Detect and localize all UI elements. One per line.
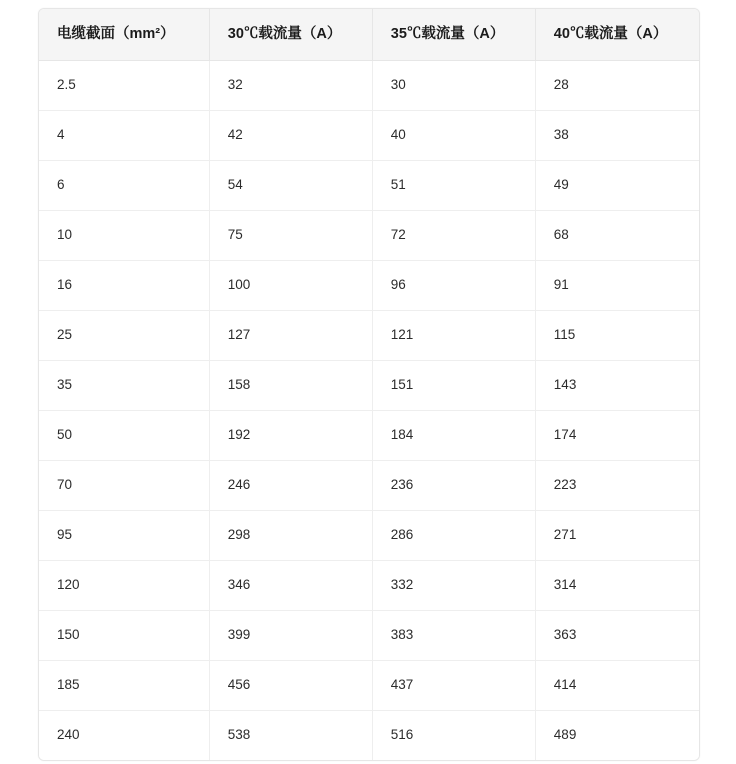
cell-cable-section: 50 xyxy=(39,410,209,460)
table-row xyxy=(39,310,699,360)
table-body xyxy=(39,60,699,760)
cell-ampacity-30c: 158 xyxy=(209,360,372,410)
table-row xyxy=(39,260,699,310)
cell-ampacity-30c: 42 xyxy=(209,110,372,160)
cell-ampacity-40c: 49 xyxy=(535,160,699,210)
cell-cable-section: 2.5 xyxy=(39,60,209,110)
cell-ampacity-40c: 223 xyxy=(535,460,699,510)
table-row xyxy=(39,710,699,760)
cell-ampacity-40c: 271 xyxy=(535,510,699,560)
cell-ampacity-40c: 489 xyxy=(535,710,699,760)
cell-ampacity-30c: 75 xyxy=(209,210,372,260)
cell-ampacity-35c: 332 xyxy=(372,560,535,610)
cell-ampacity-35c: 437 xyxy=(372,660,535,710)
cell-ampacity-40c: 174 xyxy=(535,410,699,460)
cell-ampacity-30c: 399 xyxy=(209,610,372,660)
cell-ampacity-35c: 516 xyxy=(372,710,535,760)
table-row xyxy=(39,60,699,110)
column-header-ampacity-30c: 30℃载流量（A） xyxy=(209,9,372,60)
cell-ampacity-30c: 100 xyxy=(209,260,372,310)
cell-cable-section: 16 xyxy=(39,260,209,310)
cell-ampacity-35c: 236 xyxy=(372,460,535,510)
cell-ampacity-40c: 414 xyxy=(535,660,699,710)
cell-ampacity-30c: 298 xyxy=(209,510,372,560)
cell-ampacity-35c: 184 xyxy=(372,410,535,460)
cell-cable-section: 10 xyxy=(39,210,209,260)
table-row xyxy=(39,560,699,610)
cell-ampacity-40c: 363 xyxy=(535,610,699,660)
cell-ampacity-30c: 192 xyxy=(209,410,372,460)
cell-ampacity-35c: 72 xyxy=(372,210,535,260)
cell-cable-section: 95 xyxy=(39,510,209,560)
table-row xyxy=(39,160,699,210)
cell-ampacity-35c: 121 xyxy=(372,310,535,360)
cell-ampacity-35c: 51 xyxy=(372,160,535,210)
cell-cable-section: 185 xyxy=(39,660,209,710)
table-row xyxy=(39,110,699,160)
cell-ampacity-40c: 28 xyxy=(535,60,699,110)
cell-cable-section: 150 xyxy=(39,610,209,660)
cell-cable-section: 35 xyxy=(39,360,209,410)
cell-ampacity-30c: 54 xyxy=(209,160,372,210)
cell-ampacity-30c: 32 xyxy=(209,60,372,110)
cell-ampacity-35c: 151 xyxy=(372,360,535,410)
cell-ampacity-40c: 38 xyxy=(535,110,699,160)
table-row xyxy=(39,510,699,560)
cable-ampacity-table xyxy=(39,9,699,760)
cell-ampacity-40c: 314 xyxy=(535,560,699,610)
table-header-row xyxy=(39,9,699,60)
table-header xyxy=(39,9,699,60)
cell-cable-section: 120 xyxy=(39,560,209,610)
cell-ampacity-35c: 40 xyxy=(372,110,535,160)
cell-ampacity-35c: 30 xyxy=(372,60,535,110)
cell-ampacity-40c: 68 xyxy=(535,210,699,260)
table-row xyxy=(39,610,699,660)
cell-ampacity-30c: 127 xyxy=(209,310,372,360)
cell-cable-section: 240 xyxy=(39,710,209,760)
table-row xyxy=(39,460,699,510)
cell-ampacity-35c: 96 xyxy=(372,260,535,310)
cell-ampacity-30c: 538 xyxy=(209,710,372,760)
cable-ampacity-table-container xyxy=(38,8,700,761)
cell-ampacity-40c: 91 xyxy=(535,260,699,310)
column-header-cable-section: 电缆截面（mm²） xyxy=(39,9,209,60)
column-header-ampacity-35c: 35℃载流量（A） xyxy=(372,9,535,60)
table-row xyxy=(39,210,699,260)
cell-cable-section: 25 xyxy=(39,310,209,360)
cell-ampacity-40c: 143 xyxy=(535,360,699,410)
cell-cable-section: 70 xyxy=(39,460,209,510)
table-row xyxy=(39,360,699,410)
cell-ampacity-35c: 383 xyxy=(372,610,535,660)
cell-ampacity-35c: 286 xyxy=(372,510,535,560)
cell-ampacity-30c: 346 xyxy=(209,560,372,610)
table-row xyxy=(39,410,699,460)
cell-ampacity-30c: 246 xyxy=(209,460,372,510)
cell-cable-section: 4 xyxy=(39,110,209,160)
cell-cable-section: 6 xyxy=(39,160,209,210)
table-row xyxy=(39,660,699,710)
cell-ampacity-30c: 456 xyxy=(209,660,372,710)
column-header-ampacity-40c: 40℃载流量（A） xyxy=(535,9,699,60)
cell-ampacity-40c: 115 xyxy=(535,310,699,360)
